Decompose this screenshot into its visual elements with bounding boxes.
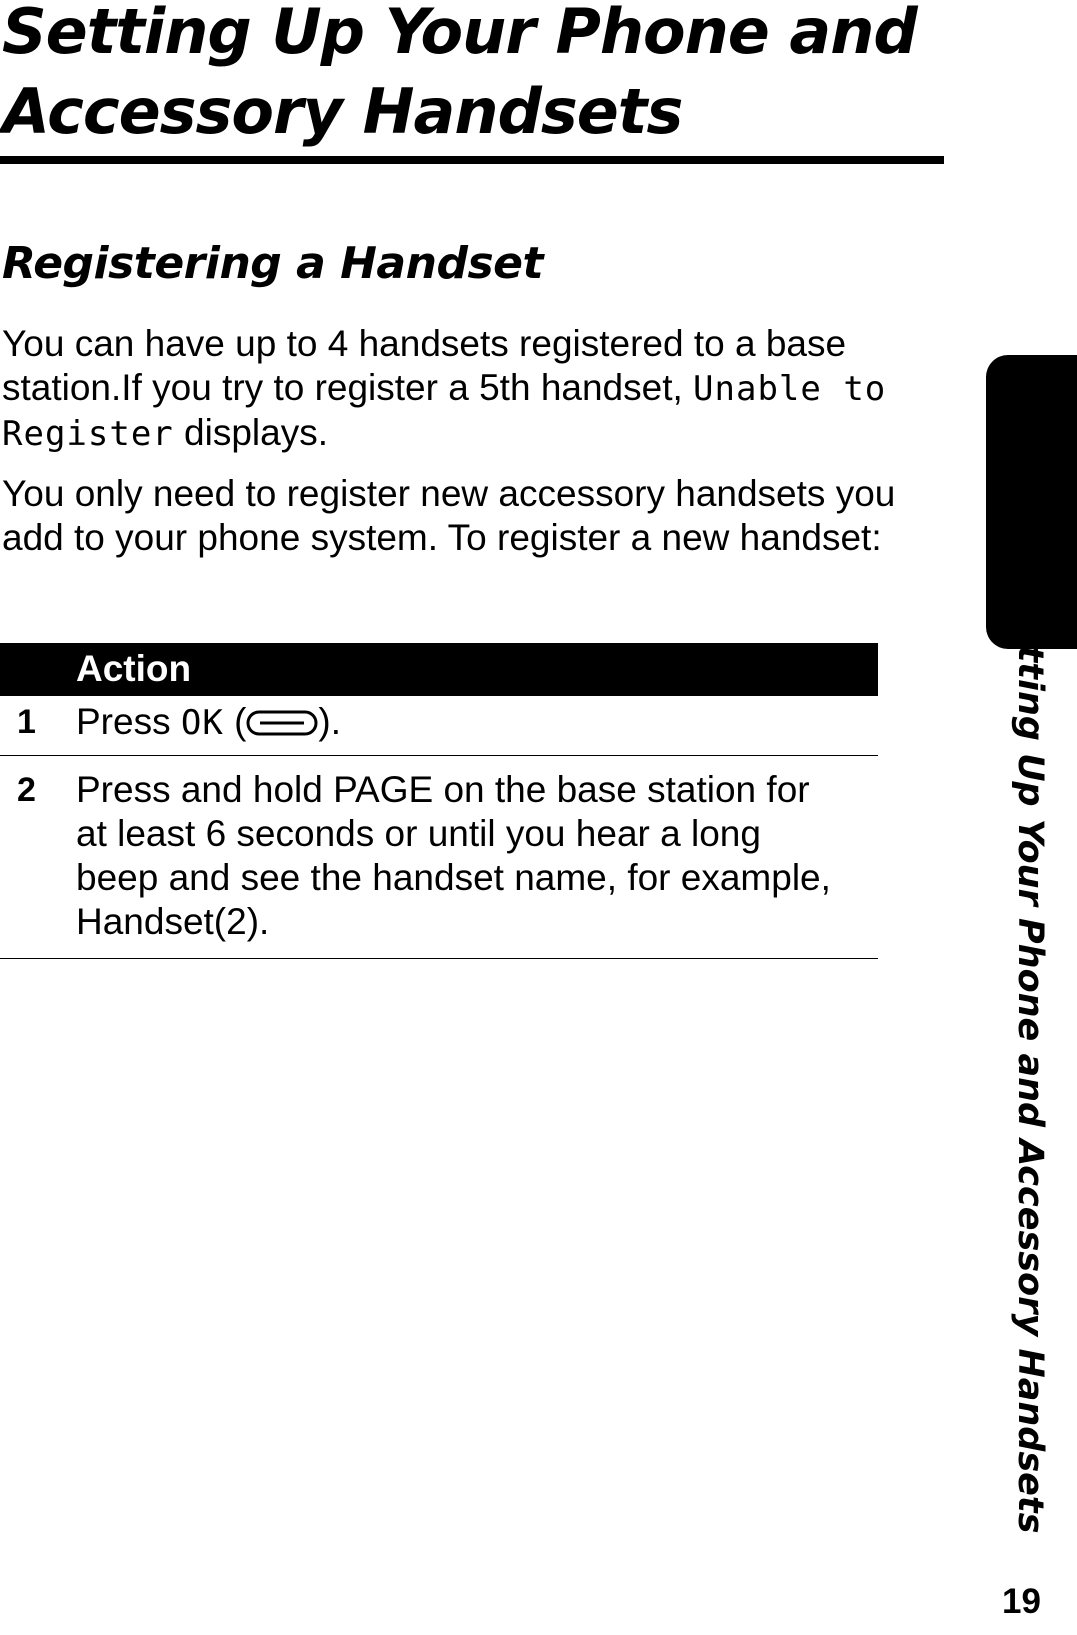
display-message: Unable to Register — [2, 369, 887, 454]
display-softkey-label: OK — [180, 703, 224, 743]
title-rule — [0, 156, 944, 164]
step-row-1 — [0, 696, 878, 756]
step-row-2 — [0, 756, 878, 959]
paragraph-handset-limit — [2, 322, 932, 456]
page-title: Setting Up Your Phone and Accessory Handsets — [2, 0, 917, 148]
steps-table — [0, 643, 878, 959]
step-text-part: ). — [318, 701, 342, 742]
page-number: 19 — [1002, 1582, 1041, 1621]
step-text — [76, 696, 846, 745]
softkey-button-icon — [246, 710, 318, 736]
paragraph-text: displays. — [173, 412, 328, 453]
paragraph-register-intro: You only need to register new accessory handsets you add to your phone system. To register a new handset: — [2, 473, 896, 558]
step-number: 2 — [17, 771, 36, 809]
step-text-part: Press — [76, 701, 181, 742]
chapter-side-label: Setting Up Your Phone and Accessory Handsets — [1010, 596, 1050, 1534]
section-heading: Registering a Handset — [2, 238, 544, 289]
paragraph-text: You can have up to 4 handsets registered to a base station.If you try to register a 5th handset, — [2, 323, 847, 408]
step-text-part: ( — [223, 701, 247, 742]
step-number: 1 — [17, 703, 36, 741]
steps-table-header — [0, 643, 878, 696]
step-text: Press and hold PAGE on the base station for at least 6 seconds or until you hear a long beep and see the handset name, for example, Handset(2). — [76, 769, 831, 942]
action-column-header: Action — [76, 648, 192, 689]
